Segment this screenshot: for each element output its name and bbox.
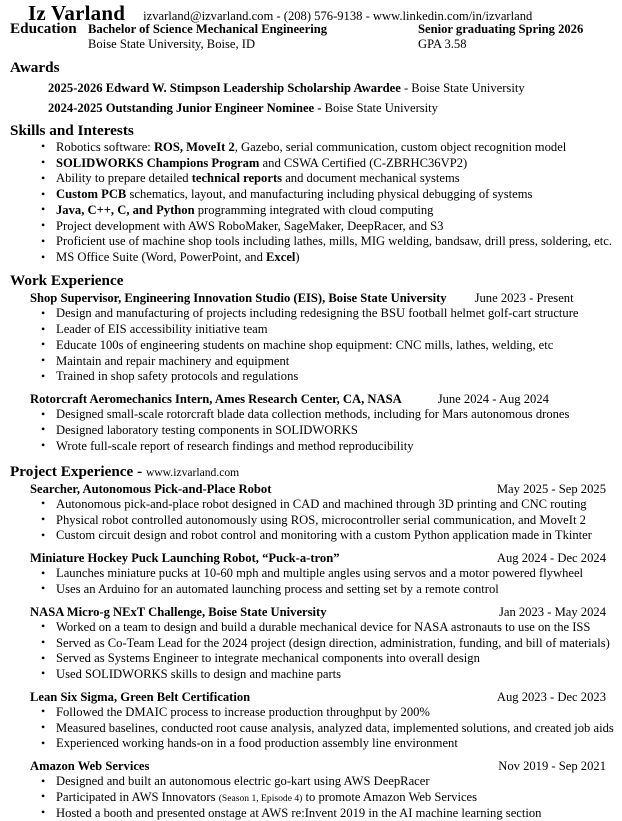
bullet-text: Participated in AWS Innovators	[56, 789, 219, 804]
entry-title: Lean Six Sigma, Green Belt Certification	[30, 689, 251, 704]
project-entry	[10, 551, 608, 598]
list-item: • Measured baselines, conducted root cause analysis, analyzed data, implemented solutions, and created job aids	[10, 721, 608, 737]
entry-date: Jan 2023 - May 2024	[498, 604, 606, 619]
project-entry	[10, 482, 608, 544]
skill-emphasis: Java, C++, C,	[56, 202, 130, 217]
entry-bullets	[10, 774, 608, 821]
entry-bullets	[10, 620, 608, 683]
project-entry	[10, 689, 614, 752]
list-item: • Hosted a booth and presented onstage at AWS re:Invent 2019 in the AI machine learning section	[10, 806, 608, 821]
entry-title: Miniature Hockey Puck Launching Robot, “Puck-a-tron”	[30, 551, 340, 566]
project-entry	[10, 759, 608, 821]
list-item: • Designed small-scale rotorcraft blade data collection methods, including for Mars autonomous drones	[10, 407, 608, 423]
skill-emphasis: Excel	[266, 250, 296, 265]
skill-text: and CSWA Certified (C-ZBRHC36VP2)	[259, 155, 468, 170]
list-item: • Experienced working hands-on in a food production assembly line environment	[10, 736, 608, 752]
candidate-name: Iz Varland	[28, 1, 126, 25]
education-label: Education	[10, 20, 77, 37]
award-item	[48, 81, 608, 96]
list-item	[10, 203, 608, 219]
bullet-episode-note: (Season 1, Episode 4)	[218, 792, 303, 804]
work-heading: Work Experience	[10, 271, 124, 289]
list-item	[10, 219, 608, 235]
entry-date: May 2025 - Sep 2025	[496, 481, 606, 496]
entry-bullets	[10, 497, 608, 544]
award-title: 2024-2025 Outstanding Junior Engineer Nominee -	[48, 101, 325, 116]
skill-emphasis: technical reports	[191, 171, 283, 186]
entry-title: NASA Micro-g NExT Challenge, Boise State University	[30, 604, 327, 619]
education-degree: Bachelor of Science Mechanical Engineering	[88, 22, 328, 36]
project-entry	[10, 605, 608, 683]
award-org: - Boise State University	[400, 81, 525, 96]
entry-title: Searcher, Autonomous Pick-and-Place Robot	[30, 481, 272, 496]
list-item	[10, 790, 608, 806]
list-item: • Served as Co-Team Lead for the 2024 project (design direction, administration, funding, and bill of materials)	[10, 636, 608, 652]
skill-text: Ability to prepare detailed	[56, 171, 192, 186]
portfolio-website: www.izvarland.com	[145, 466, 240, 480]
entry-bullets	[10, 407, 608, 454]
work-entry	[10, 392, 608, 454]
list-item: • Maintain and repair machinery and equipment	[10, 354, 608, 370]
award-item	[48, 101, 608, 116]
skill-text: Proficient use of machine shop tools including lathes, mills, MIG welding, bandsaw, drill press, soldering, etc.	[56, 234, 613, 249]
list-item: • Designed laboratory testing components in SOLIDWORKS	[10, 423, 608, 439]
list-item: • Uses an Arduino for an automated launching process and setting set by a remote control	[10, 582, 608, 598]
contact-line: izvarland@izvarland.com - (208) 576-9138 - www.linkedin.com/in/izvarland	[143, 9, 533, 23]
list-item: • Leader of EIS accessibility initiative team	[10, 322, 608, 338]
education-section	[10, 20, 608, 53]
skill-emphasis: ROS, MoveIt 2	[153, 139, 235, 154]
education-school: Boise State University, Boise, ID	[88, 37, 256, 52]
education-gpa: GPA 3.58	[418, 37, 467, 52]
list-item: • Wrote full-scale report of research findings and method reproducibility	[10, 439, 608, 455]
skill-emphasis: and Python	[129, 202, 195, 217]
list-item: • Served as Systems Engineer to integrate mechanical components into overall design	[10, 651, 608, 667]
list-item: • Physical robot controlled autonomously using ROS, microcontroller serial communication, and MoveIt 2	[10, 513, 608, 529]
awards-heading: Awards	[10, 58, 60, 76]
skill-emphasis: Custom PCB	[56, 187, 127, 202]
skill-text: Robotics software:	[56, 139, 154, 154]
list-item: • Worked on a team to design and build a durable mechanical device for NASA astronauts to use on the ISS	[10, 620, 608, 636]
skill-text: )	[295, 250, 300, 265]
list-item: • Launches miniature pucks at 10-60 mph and multiple angles using servos and a motor powered flywheel	[10, 566, 608, 582]
work-entry	[10, 291, 608, 385]
entry-title: Shop Supervisor, Engineering Innovation Studio (EIS), Boise State University	[30, 291, 447, 306]
entry-title: Rotorcraft Aeromechanics Intern, Ames Research Center, CA, NASA	[30, 392, 402, 406]
award-org: Boise State University	[324, 101, 438, 116]
entry-date: June 2023 - Present	[474, 291, 574, 306]
list-item: • Autonomous pick-and-place robot designed in CAD and machined through 3D printing and CNC routing	[10, 497, 608, 513]
list-item: • Custom circuit design and robot control and monitoring with a custom Python application made in Tkinter	[10, 528, 608, 544]
skill-emphasis: SOLIDWORKS Champions Program	[56, 155, 260, 170]
list-item: • Used SOLIDWORKS skills to design and machine parts	[10, 667, 608, 683]
skill-text: MS Office Suite (Word, PowerPoint, and	[56, 250, 267, 265]
projects-heading	[10, 463, 608, 480]
entry-date: June 2024 - Aug 2024	[437, 392, 549, 406]
skills-heading: Skills and Interests	[10, 122, 134, 140]
skill-text: schematics, layout, and manufacturing including physical debugging of systems	[126, 187, 533, 202]
entry-bullets	[10, 566, 608, 597]
list-item	[10, 140, 608, 156]
list-item: • Design and manufacturing of projects including redesigning the BSU football helmet golf-cart structure	[10, 306, 608, 322]
entry-date: Aug 2024 - Dec 2024	[496, 551, 606, 566]
list-item	[10, 171, 608, 187]
skill-text: programming integrated with cloud computing	[194, 202, 434, 217]
skills-list	[10, 139, 613, 266]
list-item: • Educate 100s of engineering students on machine shop equipment: CNC mills, lathes, welding, etc	[10, 338, 608, 354]
skill-text: , Gazebo, serial communication, custom object recognition model	[234, 139, 567, 154]
entry-date: Aug 2023 - Dec 2023	[496, 689, 606, 704]
award-title: 2025-2026 Edward W. Stimpson Leadership Scholarship Awardee	[48, 81, 401, 96]
list-item: • Designed and built an autonomous electric go-kart using AWS DeepRacer	[10, 774, 608, 790]
education-status: Senior graduating Spring 2026	[418, 22, 584, 36]
entry-date: Nov 2019 - Sep 2021	[498, 759, 606, 774]
list-item	[10, 234, 613, 250]
projects-heading-label: Project Experience -	[10, 463, 146, 481]
list-item	[10, 156, 608, 172]
skill-text: Project development with AWS RoboMaker, SageMaker, DeepRacer, and S3	[56, 218, 444, 233]
list-item	[10, 250, 608, 266]
list-item: • Trained in shop safety protocols and regulations	[10, 369, 608, 385]
skill-text: and document mechanical systems	[282, 171, 460, 186]
bullet-text: to promote Amazon Web Services	[302, 789, 478, 804]
entry-bullets	[10, 704, 614, 752]
list-item: • Followed the DMAIC process to increase production throughput by 200%	[10, 705, 608, 721]
entry-bullets	[10, 306, 608, 385]
entry-title: Amazon Web Services	[30, 759, 150, 774]
list-item	[10, 187, 608, 203]
